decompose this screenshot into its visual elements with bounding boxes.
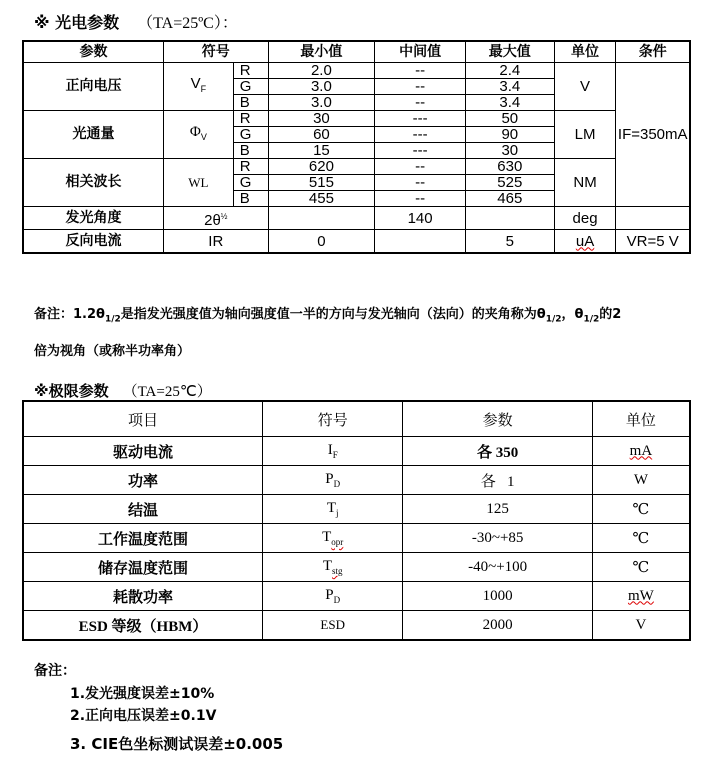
value-cell: 各 1 — [403, 466, 592, 495]
unit-cell: NM — [554, 159, 616, 207]
typ-cell: --- — [375, 127, 466, 143]
max-cell: 50 — [465, 111, 554, 127]
max-cell: 3.4 — [465, 79, 554, 95]
item-cell: 驱动电流 — [23, 437, 262, 466]
typ-cell: -- — [375, 175, 466, 191]
section-condition: （TA=25ºC）： — [137, 15, 238, 32]
max-cell: 465 — [465, 191, 554, 207]
unit-cell: W — [592, 466, 690, 495]
typ-cell: --- — [375, 143, 466, 159]
typ-cell: 140 — [375, 207, 466, 230]
max-cell: 525 — [465, 175, 554, 191]
header-cell: 参数 — [403, 401, 592, 437]
symbol-cell: $P_D$ — [262, 582, 402, 611]
table-row — [23, 437, 690, 466]
min-cell — [268, 207, 375, 230]
color-cell: G — [233, 79, 268, 95]
color-cell: R — [233, 111, 268, 127]
param-name: 发光角度 — [23, 207, 164, 230]
table-row — [23, 524, 690, 553]
param-name: 正向电压 — [23, 63, 164, 111]
condition-cell — [616, 207, 690, 230]
param-name: 相关波长 — [23, 159, 164, 207]
color-cell: B — [233, 143, 268, 159]
table-row — [23, 466, 690, 495]
absolute-max-ratings-table — [22, 400, 691, 641]
min-cell: 30 — [268, 111, 375, 127]
unit-cell: mA — [592, 437, 690, 466]
symbol-cell: $I_F$ — [262, 437, 402, 466]
symbol-cell: $P_D$ — [262, 466, 402, 495]
max-cell: 5 — [465, 230, 554, 254]
value-cell: 1000 — [403, 582, 592, 611]
header-cell: 单位 — [554, 41, 616, 63]
color-cell: R — [233, 63, 268, 79]
section-title-text: ※ 光电参数 — [34, 13, 120, 32]
item-cell: 结温 — [23, 495, 262, 524]
symbol-cell: $T_{opr}$ — [262, 524, 402, 553]
table-row — [23, 63, 690, 79]
param-symbol: WL — [164, 159, 234, 207]
item-cell: 耗散功率 — [23, 582, 262, 611]
table-row — [23, 611, 690, 641]
max-cell: 90 — [465, 127, 554, 143]
max-cell — [465, 207, 554, 230]
param-symbol: $2\theta^{\frac{1}{2}}$ — [164, 207, 269, 230]
unit-cell: ℃ — [592, 553, 690, 582]
unit-cell: mW — [592, 582, 690, 611]
typ-cell: -- — [375, 63, 466, 79]
min-cell: 3.0 — [268, 79, 375, 95]
header-cell: 符号 — [164, 41, 269, 63]
notes-label: 备注： — [34, 663, 76, 679]
table-row — [23, 553, 690, 582]
min-cell: 3.0 — [268, 95, 375, 111]
table-header-row — [23, 41, 690, 63]
min-cell: 0 — [268, 230, 375, 254]
typ-cell: --- — [375, 111, 466, 127]
symbol-cell: $T_{stg}$ — [262, 553, 402, 582]
header-cell: 参数 — [23, 41, 164, 63]
max-cell: 2.4 — [465, 63, 554, 79]
table-row — [23, 159, 690, 175]
color-cell: B — [233, 95, 268, 111]
max-cell: 30 — [465, 143, 554, 159]
note-viewing-angle: 备注：$1.2\theta_{1/2}$是指发光强度值为轴向强度值一半的方向与发光轴向（法向）的夹角称为$\theta_{1/2}$，$\theta_{1/2}$的2 倍为视角（或称半功率角） — [34, 307, 622, 359]
typ-cell: -- — [375, 191, 466, 207]
table-row — [23, 230, 690, 254]
max-cell: 3.4 — [465, 95, 554, 111]
typ-cell — [375, 230, 466, 254]
item-cell: 功率 — [23, 466, 262, 495]
unit-cell: V — [592, 611, 690, 641]
value-cell: -40~+100 — [403, 553, 592, 582]
unit-cell: V — [554, 63, 616, 111]
header-cell: 中间值 — [375, 41, 466, 63]
typ-cell: -- — [375, 159, 466, 175]
param-symbol: $\Phi_V$ — [164, 111, 234, 159]
typ-cell: -- — [375, 79, 466, 95]
typ-cell: -- — [375, 95, 466, 111]
min-cell: 2.0 — [268, 63, 375, 79]
item-cell: 储存温度范围 — [23, 553, 262, 582]
note-item: 3. CIE色坐标测试误差±0.005 — [70, 735, 284, 753]
param-symbol: $V_F$ — [164, 63, 234, 111]
value-cell: -30~+85 — [403, 524, 592, 553]
unit-cell: LM — [554, 111, 616, 159]
condition-cell: VR=5 V — [616, 230, 690, 254]
header-cell: 最小值 — [268, 41, 375, 63]
section-title-text: ※极限参数 — [34, 382, 109, 400]
unit-cell: deg — [554, 207, 616, 230]
header-cell: 项目 — [23, 401, 262, 437]
section-title-optical — [34, 10, 238, 33]
color-cell: R — [233, 159, 268, 175]
param-name: 反向电流 — [23, 230, 164, 254]
value-cell: 125 — [403, 495, 592, 524]
table-header-row — [23, 401, 690, 437]
value-cell: 各 350 — [403, 437, 592, 466]
item-cell: ESD 等级（HBM） — [23, 611, 262, 641]
value-cell: 2000 — [403, 611, 592, 641]
header-cell: 符号 — [262, 401, 402, 437]
min-cell: 15 — [268, 143, 375, 159]
symbol-cell: $T_j$ — [262, 495, 402, 524]
table-row — [23, 111, 690, 127]
header-cell: 条件 — [616, 41, 690, 63]
section-title-limits — [34, 380, 212, 401]
param-symbol: IR — [164, 230, 269, 254]
header-cell: 最大值 — [465, 41, 554, 63]
section-condition: （TA=25℃） — [122, 384, 212, 400]
condition-cell: IF=350mA — [616, 63, 690, 207]
symbol-cell: ESD — [262, 611, 402, 641]
table-row — [23, 207, 690, 230]
unit-cell: ℃ — [592, 495, 690, 524]
max-cell: 630 — [465, 159, 554, 175]
table-row — [23, 495, 690, 524]
optical-parameters-table — [22, 40, 691, 254]
table-row — [23, 582, 690, 611]
header-cell: 单位 — [592, 401, 690, 437]
unit-cell: uA — [554, 230, 616, 254]
min-cell: 620 — [268, 159, 375, 175]
color-cell: G — [233, 127, 268, 143]
unit-cell: ℃ — [592, 524, 690, 553]
item-cell: 工作温度范围 — [23, 524, 262, 553]
min-cell: 455 — [268, 191, 375, 207]
color-cell: G — [233, 175, 268, 191]
note-item: 1.发光强度误差±10% — [70, 686, 215, 702]
note-item: 2.正向电压误差±0.1V — [70, 708, 217, 724]
min-cell: 515 — [268, 175, 375, 191]
min-cell: 60 — [268, 127, 375, 143]
param-name: 光通量 — [23, 111, 164, 159]
color-cell: B — [233, 191, 268, 207]
